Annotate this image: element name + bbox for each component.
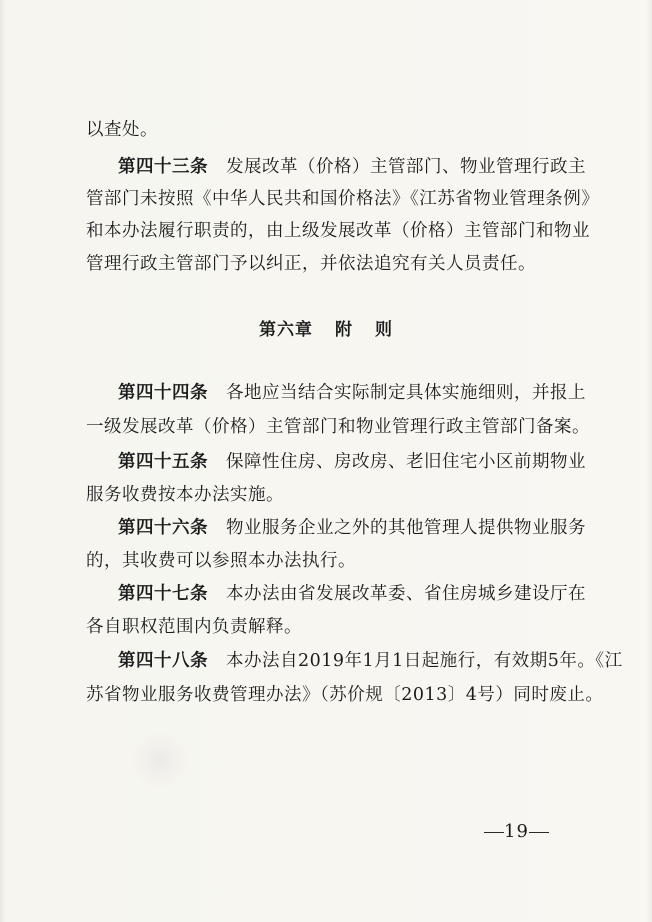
chapter-title-char-1: 附	[335, 320, 353, 340]
article-46-text: 物业服务企业之外的其他管理人提供物业服务	[226, 518, 586, 538]
article-43-label: 第四十三条	[118, 157, 208, 177]
text-line: 以查处。	[86, 120, 158, 140]
article-45-line-2: 服务收费按本办法实施。	[86, 485, 284, 505]
article-44-line-2: 一级发展改革（价格）主管部门和物业管理行政主管部门备案。	[86, 417, 590, 437]
article-45-text: 保障性住房、房改房、老旧住宅小区前期物业	[226, 452, 586, 472]
article-46-line-1	[118, 516, 598, 540]
article-48-label: 第四十八条	[118, 651, 208, 671]
chapter-number: 第六章	[259, 320, 313, 340]
article-43-line-3: 和本办法履行职责的，由上级发展改革（价格）主管部门和物业	[86, 221, 590, 241]
chapter-title-char-2: 则	[375, 320, 393, 340]
article-46-label: 第四十六条	[118, 518, 208, 538]
article-48-line-2: 苏省物业服务收费管理办法》（苏价规〔2013〕4号）同时废止。	[86, 685, 604, 705]
article-43-line-4: 管理行政主管部门予以纠正，并依法追究有关人员责任。	[86, 254, 536, 274]
scan-smudge	[130, 730, 190, 790]
article-43-line-2: 管部门未按照《中华人民共和国价格法》《江苏省物业管理条例》	[86, 189, 600, 209]
article-44-line-1	[118, 381, 598, 405]
page-number-value: 19	[504, 821, 529, 842]
article-43-line-1	[118, 155, 598, 179]
chapter-heading	[0, 318, 652, 342]
article-45-line-1	[118, 450, 598, 474]
article-43-text: 发展改革（价格）主管部门、物业管理行政主	[226, 157, 586, 177]
page-number	[484, 820, 549, 844]
dash-right	[529, 832, 549, 833]
dash-left	[484, 832, 504, 833]
article-47-text: 本办法由省发展改革委、省住房城乡建设厅在	[226, 584, 586, 604]
article-47-line-1	[118, 582, 598, 606]
article-46-line-2: 的，其收费可以参照本办法执行。	[86, 551, 356, 571]
article-45-label: 第四十五条	[118, 452, 208, 472]
article-44-label: 第四十四条	[118, 383, 208, 403]
article-48-line-1	[118, 649, 623, 673]
article-47-line-2: 各自职权范围内负责解释。	[86, 617, 302, 637]
article-48-text: 本办法自2019年1月1日起施行，有效期5年。《江	[226, 651, 623, 671]
article-44-text: 各地应当结合实际制定具体实施细则，并报上	[226, 383, 586, 403]
article-47-label: 第四十七条	[118, 584, 208, 604]
